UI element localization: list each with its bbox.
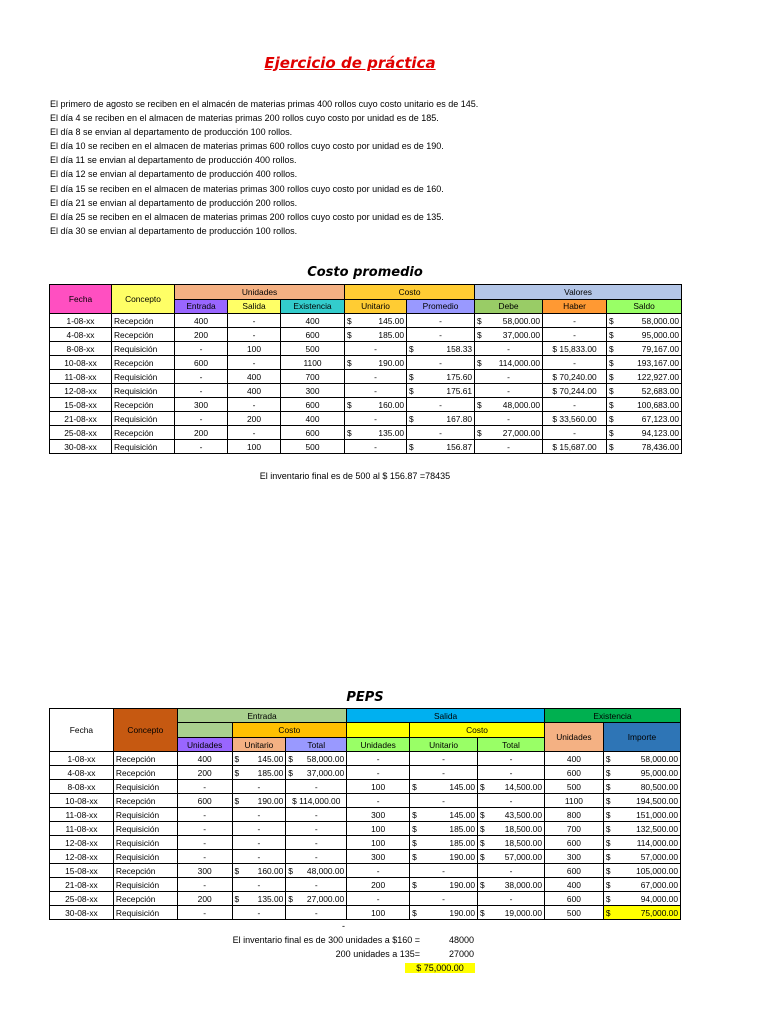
table-cell: 400 (281, 412, 345, 426)
table-cell: Recepción (113, 766, 177, 780)
table-cell: $ 78,436.00 (607, 440, 682, 454)
table-cell: $ 33,560.00 (543, 412, 607, 426)
table-cell: 11-08-xx (50, 808, 114, 822)
table-cell: 600 (544, 864, 603, 878)
table-cell: 300 (281, 384, 345, 398)
table-cell: 1100 (544, 794, 603, 808)
table-row (50, 780, 681, 794)
promedio-table (49, 284, 682, 454)
table-cell: 300 (177, 864, 232, 878)
statement-line: El día 25 se reciben en el almacen de materias primas 200 rollos cuyo costo por unidad es de 135. (50, 211, 444, 222)
table-cell: 600 (544, 892, 603, 906)
table-cell: - (232, 906, 286, 920)
table-cell: - (175, 384, 228, 398)
table-cell: $ 156.87 (407, 440, 475, 454)
header-salida: Salida (228, 299, 281, 314)
table-row (50, 752, 681, 766)
table-cell: $ 75,000.00 (603, 906, 680, 920)
table-row (50, 356, 682, 370)
peps-header-importe: Importe (603, 723, 680, 752)
table-cell: Recepción (112, 398, 175, 412)
table-row (50, 906, 681, 920)
header-promedio: Promedio (407, 299, 475, 314)
table-cell: 10-08-xx (50, 794, 114, 808)
table-cell: - (543, 356, 607, 370)
table-cell: 100 (228, 440, 281, 454)
table-cell: 11-08-xx (50, 370, 112, 384)
table-cell: 400 (175, 314, 228, 328)
table-cell: $ 185.00 (232, 766, 286, 780)
table-cell: - (286, 822, 347, 836)
table-cell: $ 52,683.00 (607, 384, 682, 398)
header-haber: Haber (543, 299, 607, 314)
table-cell: - (543, 398, 607, 412)
peps-header-entrada-total: Total (286, 738, 347, 752)
table-cell: 400 (228, 370, 281, 384)
table-row (50, 328, 682, 342)
table-cell: $ 48,000.00 (286, 864, 347, 878)
statement-line: El día 12 se envian al departamento de producción 400 rollos. (50, 169, 298, 180)
statement-line: El día 15 se reciben en el almacen de materias primas 300 rollos cuyo costo por unidad es de 160. (50, 183, 444, 194)
table-cell: - (232, 850, 286, 864)
table-cell: 100 (347, 906, 410, 920)
table-cell: - (347, 794, 410, 808)
table-cell: 100 (347, 822, 410, 836)
table-cell: - (177, 850, 232, 864)
table-cell: $ 190.00 (410, 906, 478, 920)
header-entrada: Entrada (175, 299, 228, 314)
table-cell: 600 (175, 356, 228, 370)
table-cell: 200 (347, 878, 410, 892)
table-cell: Recepción (113, 864, 177, 878)
table-cell: 600 (177, 794, 232, 808)
table-cell: $ 175.60 (407, 370, 475, 384)
table-cell: - (232, 808, 286, 822)
table-cell: Requisición (113, 836, 177, 850)
summary-total: $ 75,000.00 (405, 963, 475, 973)
table-row (50, 808, 681, 822)
table-cell: 1-08-xx (50, 752, 114, 766)
table-cell: Requisición (113, 878, 177, 892)
table-cell: 4-08-xx (50, 328, 112, 342)
table-row (50, 822, 681, 836)
table-cell: $ 145.00 (232, 752, 286, 766)
table-row (50, 892, 681, 906)
table-cell: 400 (281, 314, 345, 328)
table-cell: - (177, 822, 232, 836)
table-row (50, 440, 682, 454)
table-cell: 400 (228, 384, 281, 398)
table-cell: $ 160.00 (232, 864, 286, 878)
peps-header-salida-unitario: Unitario (410, 738, 478, 752)
table-cell: 200 (228, 412, 281, 426)
table-cell: - (228, 328, 281, 342)
table-cell: - (177, 808, 232, 822)
table-row (50, 342, 682, 356)
table-cell: 100 (347, 780, 410, 794)
table-cell: - (407, 314, 475, 328)
table-cell: - (345, 440, 407, 454)
table-cell: Requisición (113, 850, 177, 864)
table-cell: Recepción (112, 426, 175, 440)
statement-line: El día 4 se reciben en el almacen de materias primas 200 rollos cuyo costo por unidad es de 185. (50, 113, 439, 124)
statement-line: El día 11 se envian al departamento de producción 400 rollos. (50, 155, 297, 166)
dash-mark: - (342, 921, 345, 931)
table-cell: $ 145.00 (345, 314, 407, 328)
peps-header-salida: Salida (347, 709, 545, 723)
table-cell: $ 185.00 (345, 328, 407, 342)
table-cell: - (475, 342, 543, 356)
table-cell: 10-08-xx (50, 356, 112, 370)
table-cell: - (232, 836, 286, 850)
table-cell: - (286, 836, 347, 850)
table-cell: - (347, 864, 410, 878)
header-debe: Debe (475, 299, 543, 314)
table-cell: - (175, 342, 228, 356)
table-row (50, 878, 681, 892)
peps-header-existencia-unidades: Unidades (544, 723, 603, 752)
table-cell: $ 19,000.00 (478, 906, 545, 920)
table-cell: - (410, 752, 478, 766)
summary-line1-value: 48000 (448, 935, 474, 945)
table-cell: 500 (544, 780, 603, 794)
table-cell: - (478, 864, 545, 878)
table-cell: - (286, 780, 347, 794)
table-cell: 300 (347, 850, 410, 864)
peps-header-existencia: Existencia (544, 709, 680, 723)
table-row (50, 836, 681, 850)
table-cell: - (232, 822, 286, 836)
table-row (50, 864, 681, 878)
table-cell: - (475, 384, 543, 398)
table-cell: - (543, 314, 607, 328)
table-cell: 21-08-xx (50, 878, 114, 892)
table-cell: 8-08-xx (50, 342, 112, 356)
peps-header-entrada-unitario: Unitario (232, 738, 286, 752)
table-cell: - (345, 412, 407, 426)
table-cell: - (407, 356, 475, 370)
table-cell: $ 94,123.00 (607, 426, 682, 440)
table-cell: - (410, 794, 478, 808)
table-cell: $ 151,000.00 (603, 808, 680, 822)
table-cell: $ 37,000.00 (475, 328, 543, 342)
table-cell: 1-08-xx (50, 314, 112, 328)
table-cell: - (410, 892, 478, 906)
peps-header-entrada: Entrada (177, 709, 346, 723)
table-cell: - (407, 328, 475, 342)
table-cell: - (407, 426, 475, 440)
table-cell: - (478, 766, 545, 780)
table-cell: $ 193,167.00 (607, 356, 682, 370)
table-cell: 500 (281, 440, 345, 454)
table-cell: $ 194,500.00 (603, 794, 680, 808)
table-cell: - (177, 878, 232, 892)
table-cell: $ 158.33 (407, 342, 475, 356)
table-cell: - (232, 878, 286, 892)
table-cell: $ 135.00 (232, 892, 286, 906)
table-cell: $ 58,000.00 (286, 752, 347, 766)
table-cell: - (228, 398, 281, 412)
exercise-statements (50, 97, 478, 238)
header-costo: Costo (345, 285, 475, 300)
table-cell: $ 185.00 (410, 836, 478, 850)
table-cell: 600 (544, 766, 603, 780)
peps-header-salida-unidades: Unidades (347, 738, 410, 752)
table-cell: 200 (177, 766, 232, 780)
table-cell: $ 95,000.00 (603, 766, 680, 780)
table-row (50, 850, 681, 864)
page-title: Ejercicio de práctica (264, 54, 436, 72)
table-cell: - (175, 370, 228, 384)
table-cell: - (475, 440, 543, 454)
table-cell: $ 70,244.00 (543, 384, 607, 398)
table-cell: 200 (175, 328, 228, 342)
table-cell: 600 (281, 398, 345, 412)
header-existencia: Existencia (281, 299, 345, 314)
table-cell: Recepción (113, 752, 177, 766)
table-cell: $ 58,000.00 (475, 314, 543, 328)
table-cell: 800 (544, 808, 603, 822)
table-cell: - (175, 412, 228, 426)
table-cell: 300 (544, 850, 603, 864)
table-cell: $ 94,000.00 (603, 892, 680, 906)
table-cell: $ 14,500.00 (478, 780, 545, 794)
table-cell: $ 15,687.00 (543, 440, 607, 454)
table-cell: $ 114,000.00 (286, 794, 347, 808)
table-cell: $ 190.00 (345, 356, 407, 370)
peps-table (49, 708, 681, 920)
table-cell: 600 (281, 426, 345, 440)
table-cell: Recepción (112, 356, 175, 370)
table-cell: $ 57,000.00 (603, 850, 680, 864)
table-cell: $ 27,000.00 (286, 892, 347, 906)
summary-line2-value: 27000 (448, 949, 474, 959)
table-cell: 200 (175, 426, 228, 440)
table-cell: $ 185.00 (410, 822, 478, 836)
table-cell: - (407, 398, 475, 412)
table-cell: $ 145.00 (410, 808, 478, 822)
summary-line1-label: El inventario final es de 300 unidades a $160 = (232, 935, 420, 945)
table-cell: $ 105,000.00 (603, 864, 680, 878)
peps-title: PEPS (346, 690, 384, 705)
table-cell: - (345, 384, 407, 398)
promedio-title: Costo promedio (307, 265, 423, 280)
table-cell: 25-08-xx (50, 892, 114, 906)
table-cell: 30-08-xx (50, 440, 112, 454)
table-cell: Requisición (113, 822, 177, 836)
table-cell: 12-08-xx (50, 836, 114, 850)
table-cell: Requisición (112, 412, 175, 426)
table-cell: - (475, 370, 543, 384)
table-cell: - (228, 426, 281, 440)
summary-line2-label: 200 unidades a 135= (335, 949, 420, 959)
table-cell: Requisición (112, 342, 175, 356)
header-fecha: Fecha (50, 285, 112, 314)
header-unitario: Unitario (345, 299, 407, 314)
table-cell: $ 37,000.00 (286, 766, 347, 780)
table-cell: $ 58,000.00 (607, 314, 682, 328)
table-cell: 21-08-xx (50, 412, 112, 426)
peps-header-salida-total: Total (478, 738, 545, 752)
table-cell: - (478, 794, 545, 808)
table-cell: $ 18,500.00 (478, 836, 545, 850)
table-cell: $ 190.00 (410, 850, 478, 864)
table-cell: - (286, 808, 347, 822)
peps-header-entrada-costo: Costo (232, 723, 347, 738)
table-cell: 4-08-xx (50, 766, 114, 780)
table-cell: Recepción (112, 328, 175, 342)
table-cell: Recepción (112, 314, 175, 328)
table-cell: $ 48,000.00 (475, 398, 543, 412)
table-row (50, 314, 682, 328)
table-cell: $ 135.00 (345, 426, 407, 440)
table-cell: 300 (175, 398, 228, 412)
table-cell: $ 190.00 (410, 878, 478, 892)
table-cell: - (347, 766, 410, 780)
statement-line: El primero de agosto se reciben en el almacén de materias primas 400 rollos cuyo costo unitario es de 145. (50, 99, 479, 109)
table-cell: $ 67,000.00 (603, 878, 680, 892)
table-cell: - (478, 892, 545, 906)
table-cell: - (232, 780, 286, 794)
promedio-note: El inventario final es de 500 al $ 156.87 =78435 (259, 471, 451, 481)
table-row (50, 412, 682, 426)
table-cell: Requisición (113, 780, 177, 794)
table-cell: $ 114,000.00 (475, 356, 543, 370)
table-cell: 300 (347, 808, 410, 822)
header-valores: Valores (475, 285, 682, 300)
table-cell: $ 27,000.00 (475, 426, 543, 440)
table-cell: - (177, 906, 232, 920)
table-cell: $ 18,500.00 (478, 822, 545, 836)
table-cell: Recepción (113, 892, 177, 906)
table-cell: 100 (347, 836, 410, 850)
peps-header-fecha: Fecha (50, 709, 114, 752)
table-cell: 700 (281, 370, 345, 384)
table-cell: 400 (177, 752, 232, 766)
table-cell: 100 (228, 342, 281, 356)
peps-header-concepto: Concepto (113, 709, 177, 752)
header-saldo: Saldo (607, 299, 682, 314)
table-cell: Requisición (113, 808, 177, 822)
table-cell: 8-08-xx (50, 780, 114, 794)
table-cell: - (347, 752, 410, 766)
table-cell: - (475, 412, 543, 426)
table-cell: Requisición (112, 440, 175, 454)
table-cell: 1100 (281, 356, 345, 370)
peps-header-salida-costo: Costo (410, 723, 545, 738)
table-cell: 15-08-xx (50, 864, 114, 878)
table-cell: - (345, 370, 407, 384)
table-cell: 500 (544, 906, 603, 920)
table-cell: Requisición (112, 370, 175, 384)
table-cell: Requisición (113, 906, 177, 920)
table-cell: $ 160.00 (345, 398, 407, 412)
table-cell: Recepción (113, 794, 177, 808)
table-cell: 12-08-xx (50, 384, 112, 398)
table-row (50, 766, 681, 780)
table-cell: - (177, 836, 232, 850)
table-cell: 600 (544, 836, 603, 850)
table-cell: 30-08-xx (50, 906, 114, 920)
table-cell: 400 (544, 878, 603, 892)
table-row (50, 370, 682, 384)
table-cell: $ 67,123.00 (607, 412, 682, 426)
table-cell: - (543, 426, 607, 440)
table-cell: Requisición (112, 384, 175, 398)
table-cell: $ 145.00 (410, 780, 478, 794)
table-cell: - (286, 850, 347, 864)
table-cell: 600 (281, 328, 345, 342)
statement-line: El día 21 se envian al departamento de producción 200 rollos. (50, 197, 298, 208)
statement-line: El día 8 se envian al departamento de producción 100 rollos. (50, 127, 293, 138)
table-cell: 500 (281, 342, 345, 356)
table-cell: 700 (544, 822, 603, 836)
table-cell: $ 122,927.00 (607, 370, 682, 384)
statement-line: El día 30 se envian al departamento de producción 100 rollos. (50, 225, 298, 236)
table-cell: - (345, 342, 407, 356)
table-cell: - (478, 752, 545, 766)
header-unidades: Unidades (175, 285, 345, 300)
table-cell: 15-08-xx (50, 398, 112, 412)
table-cell: $ 114,000.00 (603, 836, 680, 850)
table-cell: - (347, 892, 410, 906)
table-cell: - (286, 878, 347, 892)
table-cell: - (177, 780, 232, 794)
table-cell: - (175, 440, 228, 454)
table-cell: - (410, 864, 478, 878)
table-cell: - (543, 328, 607, 342)
table-cell: $ 80,500.00 (603, 780, 680, 794)
statement-line: El día 10 se reciben en el almacen de materias primas 600 rollos cuyo costo por unidad es de 190. (50, 141, 444, 152)
table-cell: - (228, 314, 281, 328)
table-cell: 400 (544, 752, 603, 766)
peps-header-entrada-unidades: Unidades (177, 738, 232, 752)
table-row (50, 426, 682, 440)
table-cell: $ 167.80 (407, 412, 475, 426)
table-cell: $ 43,500.00 (478, 808, 545, 822)
table-cell: $ 70,240.00 (543, 370, 607, 384)
table-cell: $ 100,683.00 (607, 398, 682, 412)
table-cell: $ 15,833.00 (543, 342, 607, 356)
table-cell: $ 132,500.00 (603, 822, 680, 836)
table-cell: $ 190.00 (232, 794, 286, 808)
table-cell: $ 58,000.00 (603, 752, 680, 766)
header-concepto: Concepto (112, 285, 175, 314)
table-cell: 11-08-xx (50, 822, 114, 836)
table-cell: $ 175.61 (407, 384, 475, 398)
table-cell: $ 79,167.00 (607, 342, 682, 356)
table-row (50, 398, 682, 412)
table-row (50, 794, 681, 808)
table-cell: 200 (177, 892, 232, 906)
table-cell: - (410, 766, 478, 780)
table-cell: $ 38,000.00 (478, 878, 545, 892)
table-row (50, 384, 682, 398)
table-cell: 12-08-xx (50, 850, 114, 864)
table-cell: $ 95,000.00 (607, 328, 682, 342)
table-cell: - (228, 356, 281, 370)
table-cell: - (286, 906, 347, 920)
table-cell: $ 57,000.00 (478, 850, 545, 864)
table-cell: 25-08-xx (50, 426, 112, 440)
